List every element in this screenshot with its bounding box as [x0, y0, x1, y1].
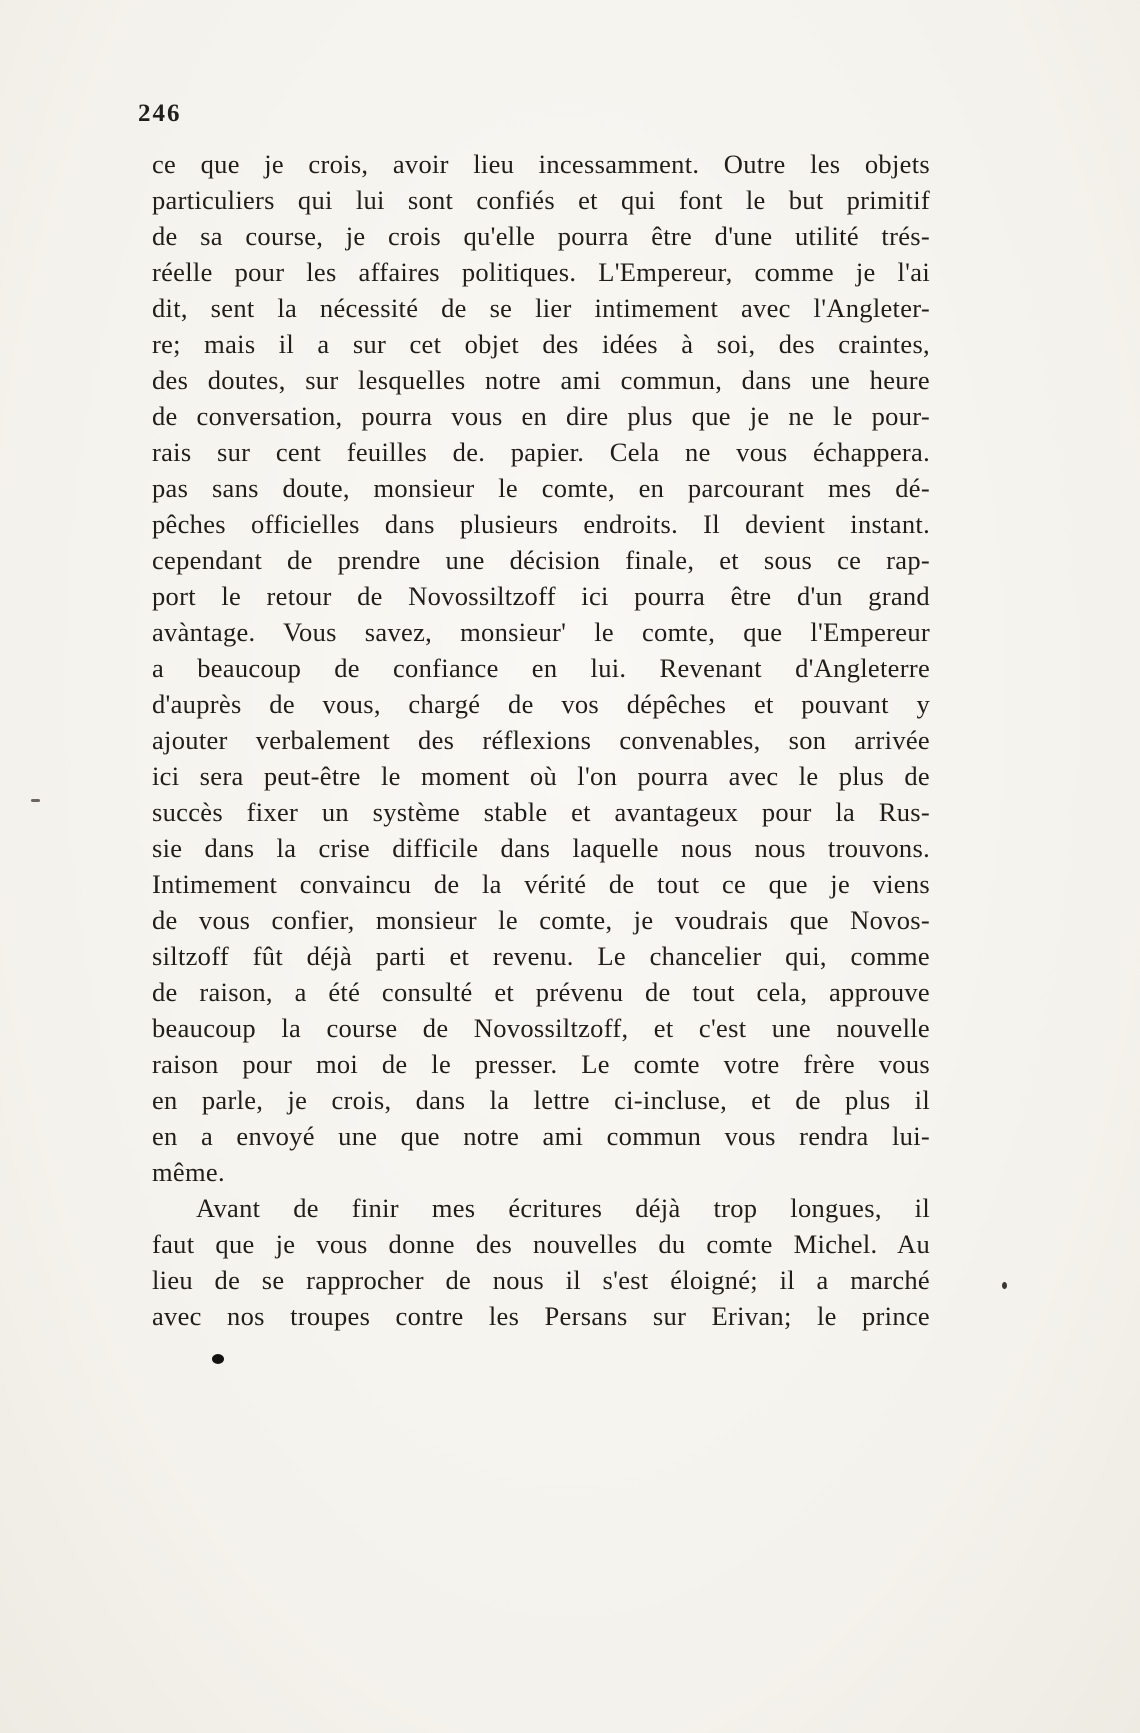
- margin-mark-right: [1002, 1282, 1007, 1289]
- text-line: ajouter verbalement des réflexions convenables, son arrivée: [152, 725, 930, 755]
- text-line: lieu de se rapprocher de nous il s'est éloigné; il a marché: [152, 1265, 930, 1295]
- text-line: de sa course, je crois qu'elle pourra être d'une utilité trés-: [152, 221, 930, 251]
- text-line: avàntage. Vous savez, monsieur' le comte, que l'Empereur: [152, 617, 930, 647]
- text-line: avec nos troupes contre les Persans sur Erivan; le prince: [152, 1301, 930, 1331]
- text-line: succès fixer un système stable et avantageux pour la Rus-: [152, 797, 930, 827]
- footer-ink-dot: [212, 1354, 224, 1364]
- text-line: Intimement convaincu de la vérité de tout ce que je viens: [152, 869, 930, 899]
- text-line: en parle, je crois, dans la lettre ci-incluse, et de plus il: [152, 1085, 930, 1115]
- text-line: en a envoyé une que notre ami commun vous rendra lui-: [152, 1121, 930, 1151]
- page-text: [152, 146, 930, 1334]
- margin-mark-left: [31, 799, 40, 802]
- text-line: re; mais il a sur cet objet des idées à soi, des craintes,: [152, 329, 930, 359]
- text-line: pas sans doute, monsieur le comte, en parcourant mes dé-: [152, 473, 930, 503]
- text-line: d'auprès de vous, chargé de vos dépêches et pouvant y: [152, 689, 930, 719]
- text-line: cependant de prendre une décision finale, et sous ce rap-: [152, 545, 930, 575]
- text-line: pêches officielles dans plusieurs endroits. Il devient instant.: [152, 509, 930, 539]
- text-line: raison pour moi de le presser. Le comte votre frère vous: [152, 1049, 930, 1079]
- page-number: 246: [138, 100, 182, 127]
- text-line: ce que je crois, avoir lieu incessamment. Outre les objets: [152, 149, 930, 179]
- text-line: de conversation, pourra vous en dire plus que je ne le pour-: [152, 401, 930, 431]
- text-line: ici sera peut-être le moment où l'on pourra avec le plus de: [152, 761, 930, 791]
- text-line: siltzoff fût déjà parti et revenu. Le chancelier qui, comme: [152, 941, 930, 971]
- text-line: réelle pour les affaires politiques. L'Empereur, comme je l'ai: [152, 257, 930, 287]
- text-line: port le retour de Novossiltzoff ici pourra être d'un grand: [152, 581, 930, 611]
- text-line: même.: [152, 1157, 225, 1187]
- text-line: Avant de finir mes écritures déjà trop longues, il: [196, 1193, 930, 1223]
- text-line: sie dans la crise difficile dans laquelle nous nous trouvons.: [152, 833, 930, 863]
- text-line: rais sur cent feuilles de. papier. Cela ne vous échappera.: [152, 437, 930, 467]
- text-line: de raison, a été consulté et prévenu de tout cela, approuve: [152, 977, 930, 1007]
- text-line: dit, sent la nécessité de se lier intimement avec l'Angleter-: [152, 293, 930, 323]
- text-line: des doutes, sur lesquelles notre ami commun, dans une heure: [152, 365, 930, 395]
- text-line: faut que je vous donne des nouvelles du comte Michel. Au: [152, 1229, 930, 1259]
- text-line: a beaucoup de confiance en lui. Revenant d'Angleterre: [152, 653, 930, 683]
- text-line: de vous confier, monsieur le comte, je voudrais que Novos-: [152, 905, 930, 935]
- text-line: beaucoup la course de Novossiltzoff, et c'est une nouvelle: [152, 1013, 930, 1043]
- text-line: particuliers qui lui sont confiés et qui font le but primitif: [152, 185, 930, 215]
